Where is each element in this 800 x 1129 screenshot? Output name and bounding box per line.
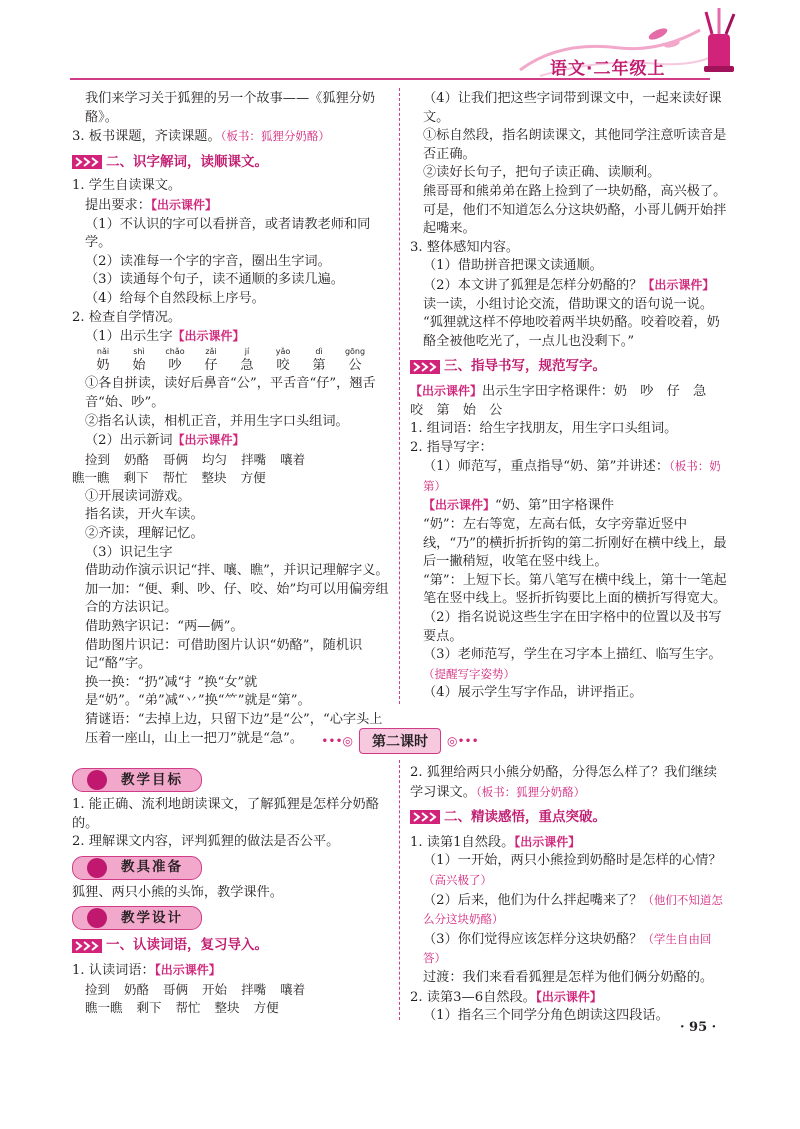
checkmark-icon: [87, 770, 107, 790]
teaching-goal-heading: 教学目标: [72, 768, 202, 792]
word-list-2: 瞧一瞧 剩下 帮忙 整块 方便: [85, 1000, 279, 1016]
lesson-title: 第二课时: [359, 728, 441, 754]
intro-text: 我们来学习关于狐狸的另一个故事——《狐狸分奶酪》。: [85, 91, 376, 125]
header-title: 语文·二年级上: [550, 59, 666, 79]
triple-arrow-icon: [410, 360, 440, 374]
column-divider: [399, 88, 400, 704]
board-note: （板书：狐狸分奶酪）: [220, 129, 330, 144]
page-number: · 95 ·: [680, 1020, 717, 1035]
right-column-bottom: 2. 狐狸给两只小熊分奶酪，分得怎么样了？我们继续学习课文。（板书：狐狸分奶酪） 二、精读感悟，重点突破。 1. 读第1自然段。【出示课件】 （1）一开始，两只小熊捡到奶酪时是怎样的心情？（高兴极了） （2）后来，他们为什么拌起嘴来了？（他们不知道怎么分这块奶酪） （3）你们觉得应该怎样分这块奶酪？（学生自由回答） 过渡：我们来看看狐狸是怎样为他们俩分奶酪的。 2. 读第3—6自然段。【出示课件】 （1）指名三个同学分角色朗读这四段话。: [410, 764, 728, 1026]
teaching-design-heading: 教学设计: [72, 906, 202, 930]
word-list-1: 捡到 奶酪 哥俩 开始 拌嘴 嚷着: [85, 981, 306, 997]
word-list-2: 瞧一瞧 剩下 帮忙 整块 方便: [72, 470, 266, 486]
pen-holder-icon: [704, 8, 734, 72]
checkmark-icon: [87, 858, 107, 878]
right-column-top: （4）让我们把这些字词带到课文中，一起来读好课文。 ①标自然段，指名朗读课文，其他同学注意听读音是否正确。 ②读好长句子，把句子读正确、读顺利。 熊哥哥和熊弟弟在路上捡到了一块奶酪，高兴极了。可是，他们不知道怎么分这块奶酪，小哥儿俩开始拌起嘴来。 3. 整体感知内容。 （1）借助拼音把课文读通顺。 （2）本文讲了狐狸是怎样分奶酪的？【出示课件】 读一读，小组讨论交流，借助课文的语句说一说。 “狐狸就这样不停地咬着两半块奶酪。咬着咬着，奶酪全被他吃光了，一点儿也没剩下。” 三、指导书写，规范写字。 【出示课件】出示生字田字格课件：奶 吵 仔 急 咬 第 始 公 1. 组词语：给生字找朋友，用生字口头组词。 2. 指导写字： （1）师范写，重点指导“奶、第”并讲述：（板书：奶第） 【出示课件】“奶、第”田字格课件 “奶”：左右等宽，左高右低，女字旁靠近竖中线，“乃”的横折折折钩的第二折刚好在横中线上，最后一撇稍短，收笔在竖中线上。 “第”：上短下长。第八笔写在横中线上，第十一笔起笔在竖中线上。竖折折钩要比上面的横折写得宽大。 （2）指名说说这些生字在田字格中的位置以及书写要点。 （3）老师范写，学生在习字本上描红、临写生字。（提醒写字姿势） （4）展示学生写字作品，讲评指正。: [410, 91, 727, 701]
dots-decoration: ◎•••: [447, 734, 479, 748]
section-heading: 一、认读词语，复习导入。: [72, 936, 390, 955]
pinyin-row: nǎi shì chǎo zǎi jí yǎo dì gōng: [96, 346, 366, 356]
left-column-top: 我们来学习关于狐狸的另一个故事——《狐狸分奶酪》。 3. 板书课题，齐读课题。（板书：狐狸分奶酪） 二、识字解词，读顺课文。 1. 学生自读课文。 提出要求：【出示课件】 （1）不认识的字可以看拼音，或者请教老师和同学。 （2）读准每一个字的字音，圈出生字词。 （3）读通每个句子，读不通顺的多读几遍。 （4）给每个自然段标上序号。 2. 检查自学情况。 （1）出示生字【出示课件】 nǎi shì chǎo zǎi jí yǎo dì gōng 奶 始 吵 仔 急 咬 第 公 ①各自拼读，读好后鼻音“公”，平舌音“仔”，翘舌音“始、吵”。 ②指名认读，相机正音，并用生字口头组词。 （2）出示新词【出示课件】 捡到 奶酪 哥俩 均匀 拌嘴 嚷着 瞧一瞧 剩下 帮忙 整块 方便 ①开展读词游戏。 指名读，开火车读。 ②齐读，理解记忆。 （3）识记生字 借助动作演示识记“拌、嚷、瞧”，并识记理解字义。 加一加：“便、剩、吵、仔、咬、始”均可以用偏旁组合的方法识记。 借助熟字识记：“两—俩”。 借助图片识记：可借助图片认识“奶酪”，随机识记“酪”字。 换一换：“扔”减“扌”换“女”就是“奶”。“弟”减“丷”换“⺮”就是“第”。 猜谜语：“去掉上边，只留下边”是“公”，“心字头上压着一座山，山上一把刀”就是“急”。: [72, 91, 389, 746]
lesson-banner: [300, 728, 500, 754]
column-divider: [399, 760, 400, 1020]
section-heading: 二、识字解词，读顺课文。: [72, 153, 390, 172]
section-heading: 二、精读感悟，重点突破。: [410, 808, 728, 827]
triple-arrow-icon: [410, 810, 440, 824]
courseware-tag: 【出示课件】: [150, 197, 217, 212]
character-row: 奶 始 吵 仔 急 咬 第 公: [96, 357, 362, 373]
triple-arrow-icon: [72, 155, 102, 169]
triple-arrow-icon: [72, 939, 102, 953]
left-column-bottom: 教学目标 1. 能正确、流利地朗读课文，了解狐狸是怎样分奶酪的。 2. 理解课文内容，评判狐狸的做法是否公平。 教具准备 狐狸、两只小熊的头饰，教学课件。 教学设计 一、认读词语，复习导入。 1. 认读词语：【出示课件】 捡到 奶酪 哥俩 开始 拌嘴 嚷着 瞧一瞧 剩下 帮忙 整块 方便: [72, 764, 390, 1018]
checkmark-icon: [87, 908, 107, 928]
header-decoration: [0, 0, 800, 80]
dots-decoration: •••◎: [321, 734, 353, 748]
teaching-tools-heading: 教具准备: [72, 856, 202, 880]
word-list-1: 捡到 奶酪 哥俩 均匀 拌嘴 嚷着: [85, 451, 306, 467]
header-rule: [70, 78, 710, 80]
section-heading: 三、指导书写，规范写字。: [410, 357, 728, 376]
